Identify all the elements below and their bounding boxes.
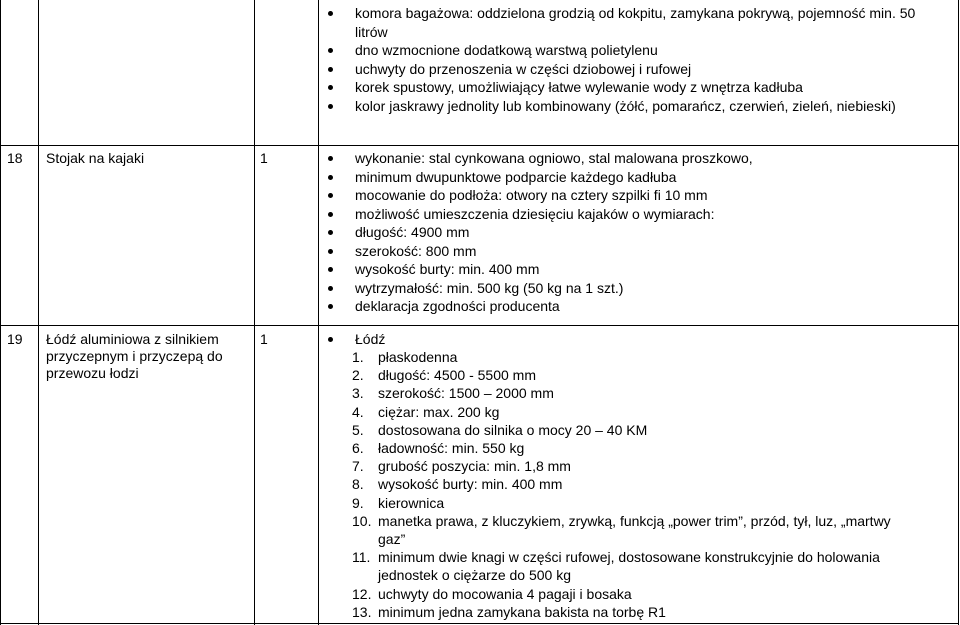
table-border-bottom xyxy=(0,623,959,624)
table-divider-name xyxy=(38,0,39,625)
table-divider-desc xyxy=(318,0,319,625)
item-number: 10. xyxy=(352,512,372,529)
list-item xyxy=(352,348,912,366)
row19-bullet-list xyxy=(325,330,925,348)
list-item: wykonanie: stal cynkowana ogniowo, stal malowana proszkowo, xyxy=(325,149,945,168)
list-item: długość: 4900 mm xyxy=(325,223,945,242)
item-text: uchwyty do mocowania 4 pagaji i bosaka xyxy=(378,585,632,602)
row18-name: Stojak na kajaki xyxy=(46,150,145,166)
item-text: grubość poszycia: min. 1,8 mm xyxy=(378,458,571,475)
row19-number: 19 xyxy=(7,331,23,347)
list-item xyxy=(352,366,912,384)
row-separator-19 xyxy=(0,325,959,326)
list-item xyxy=(352,421,912,439)
item-text: minimum dwie knagi w części rufowej, dostosowane konstrukcyjnie do holowania jednostek o ciężarze do 500 kg xyxy=(378,549,880,584)
item-number: 1. xyxy=(352,349,364,365)
list-item xyxy=(352,494,912,512)
item-text: ładowność: min. 550 kg xyxy=(378,440,525,457)
item-number: 7. xyxy=(352,458,364,475)
item-text: długość: 4500 - 5500 mm xyxy=(378,367,536,384)
item-text: szerokość: 1500 – 2000 mm xyxy=(378,385,554,402)
list-item: deklaracja zgodności producenta xyxy=(325,297,945,316)
item-number: 12. xyxy=(352,585,372,602)
list-item: mocowanie do podłoża: otwory na cztery szpilki fi 10 mm xyxy=(325,186,945,205)
row-separator-18 xyxy=(0,145,959,146)
item-text: wysokość burty: min. 400 mm xyxy=(378,476,563,493)
row19-name: Łódź aluminiowa z silnikiem przyczepnym i przyczepą do przewozu łodzi xyxy=(46,331,223,381)
list-item: możliwość umieszczenia dziesięciu kajaków o wymiarach: xyxy=(325,205,945,224)
item-number: 3. xyxy=(352,385,364,402)
row18-qty: 1 xyxy=(260,150,268,166)
list-item: Łódź xyxy=(325,330,925,348)
row19-numbered-list xyxy=(352,348,912,621)
list-item: dno wzmocnione dodatkową warstwą polietylenu xyxy=(325,41,940,60)
row18-number: 18 xyxy=(7,150,23,166)
list-item xyxy=(352,585,912,603)
item-text: ciężar: max. 200 kg xyxy=(378,403,500,420)
item-text: manetka prawa, z kluczykiem, zrywką, funkcją „power trim”, przód, tył, luz, „martwy gaz” xyxy=(378,512,891,548)
list-item xyxy=(352,603,912,621)
item-number: 2. xyxy=(352,367,364,384)
list-item: wysokość burty: min. 400 mm xyxy=(325,260,945,279)
list-item xyxy=(352,475,912,493)
row19-qty: 1 xyxy=(260,331,268,347)
list-item: korek spustowy, umożliwiający łatwe wylewanie wody z wnętrza kadłuba xyxy=(325,78,940,97)
item-text: kierownica xyxy=(378,494,445,511)
item-text: płaskodenna xyxy=(378,349,458,365)
item-number: 13. xyxy=(352,603,372,620)
list-item: minimum dwupunktowe podparcie każdego kadłuba xyxy=(325,168,945,187)
list-item: wytrzymałość: min. 500 kg (50 kg na 1 szt.) xyxy=(325,279,945,298)
item-number: 11. xyxy=(352,549,371,566)
table-divider-qty xyxy=(254,0,255,625)
item-number: 8. xyxy=(352,476,364,493)
list-item xyxy=(352,457,912,475)
list-item xyxy=(352,512,912,548)
list-item: komora bagażowa: oddzielona grodzią od kokpitu, zamykana pokrywą, pojemność min. 50 litrów xyxy=(325,4,940,41)
table-border-right xyxy=(958,0,959,625)
row17-description-list xyxy=(325,4,940,115)
list-item: uchwyty do przenoszenia w części dziobowej i rufowej xyxy=(325,60,940,79)
row18-description-list xyxy=(325,149,945,316)
item-number: 9. xyxy=(352,494,364,511)
table-border-left xyxy=(0,0,1,625)
item-number: 6. xyxy=(352,440,364,457)
list-item xyxy=(352,439,912,457)
item-text: minimum jedna zamykana bakista na torbę R1 xyxy=(378,603,666,620)
list-item: kolor jaskrawy jednolity lub kombinowany (żółć, pomarańcz, czerwień, zieleń, niebieski) xyxy=(325,97,940,116)
list-item xyxy=(352,403,912,421)
list-item xyxy=(352,548,912,584)
item-number: 4. xyxy=(352,403,364,420)
item-text: dostosowana do silnika o mocy 20 – 40 KM xyxy=(378,421,648,438)
item-number: 5. xyxy=(352,421,364,438)
list-item xyxy=(352,384,912,402)
list-item: szerokość: 800 mm xyxy=(325,242,945,261)
